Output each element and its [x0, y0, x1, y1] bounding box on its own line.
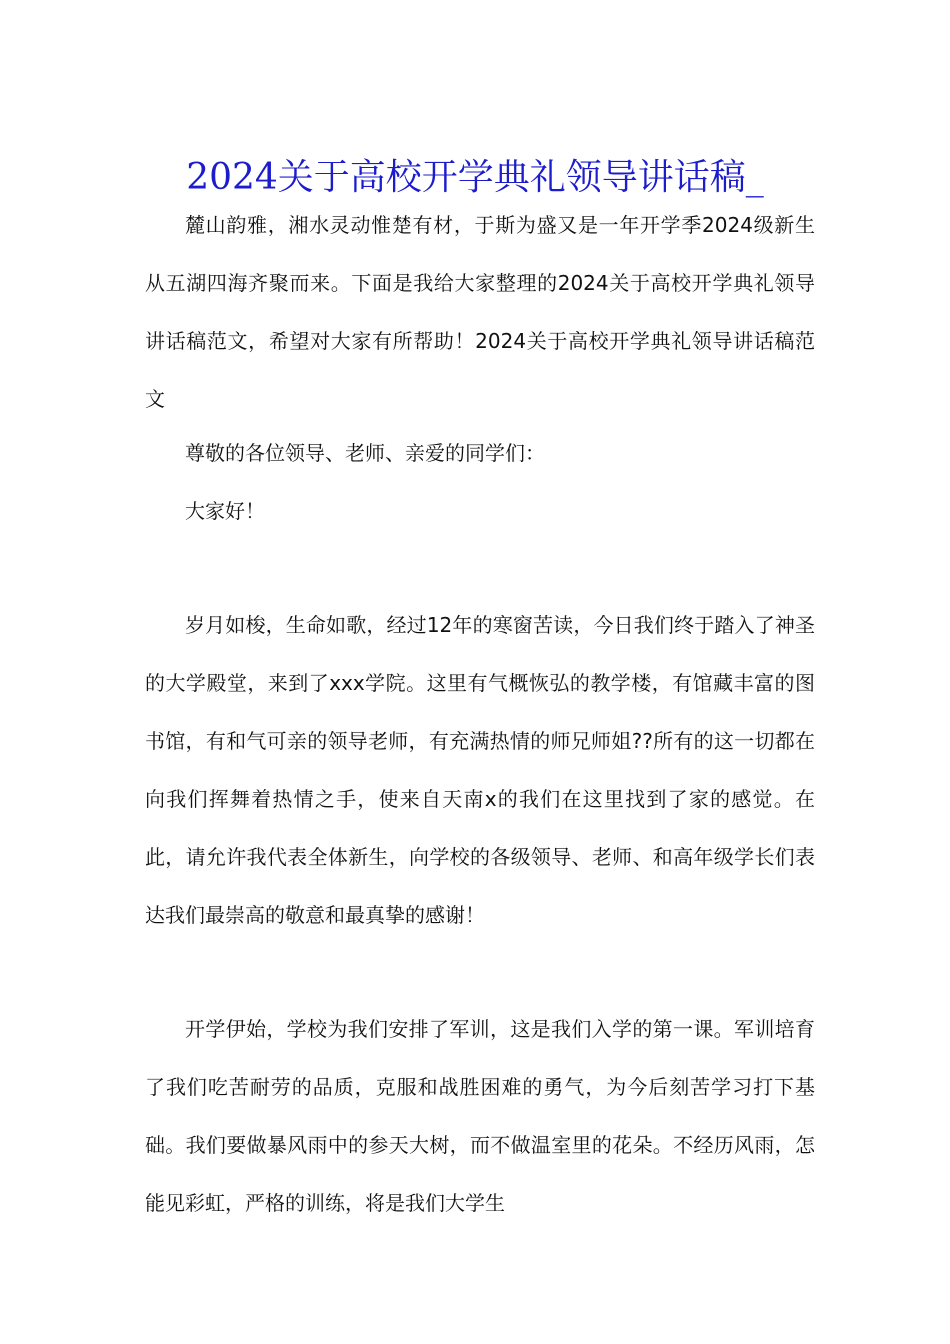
document-title: 2024关于高校开学典礼领导讲话稿_ — [186, 157, 764, 199]
intro-paragraph: 麓山韵雅，湘水灵动惟楚有材，于斯为盛又是一年开学季2024级新生从五湖四海齐聚而来。下面是我给大家整理的2024关于高校开学典礼领导讲话稿范文，希望对大家有所帮助！2024关于高校开学典礼领导讲话稿范文 — [145, 213, 815, 411]
intro-block — [145, 196, 815, 428]
hello-block — [145, 482, 815, 540]
main-paragraph-2: 开学伊始，学校为我们安排了军训，这是我们入学的第一课。军训培育了我们吃苦耐劳的品质，克服和战胜困难的勇气，为今后刻苦学习打下基础。我们要做暴风雨中的参天大树，而不做温室里的花朵。不经历风雨，怎能见彩虹，严格的训练，将是我们大学生 — [145, 1017, 815, 1215]
main-block-2 — [145, 1000, 815, 1232]
greeting-block — [145, 424, 815, 482]
main-paragraph-1: 岁月如梭，生命如歌，经过12年的寒窗苦读，今日我们终于踏入了神圣的大学殿堂，来到了xxx学院。这里有气概恢弘的教学楼，有馆藏丰富的图书馆，有和气可亲的领导老师，有充满热情的师兄师姐??所有的这一切都在向我们挥舞着热情之手，使来自天南x的我们在这里找到了家的感觉。在此，请允许我代表全体新生，向学校的各级领导、老师、和高年级学长们表达我们最崇高的敬意和最真挚的感谢！ — [145, 613, 815, 927]
hello-paragraph: 大家好！ — [185, 499, 265, 523]
main-block-1 — [145, 596, 815, 944]
greeting-paragraph: 尊敬的各位领导、老师、亲爱的同学们： — [185, 441, 545, 465]
